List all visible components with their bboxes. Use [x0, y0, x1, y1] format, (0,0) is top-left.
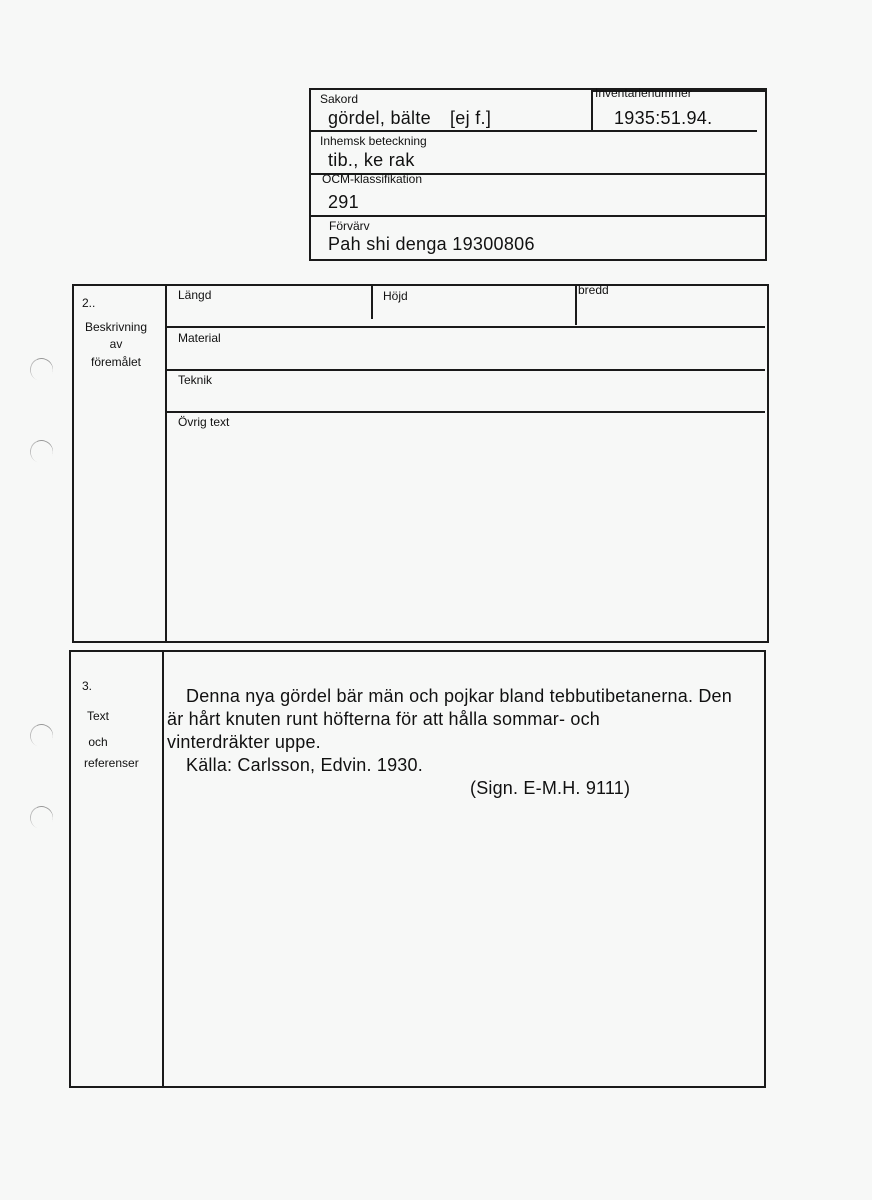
section2-number: 2.. — [82, 296, 96, 310]
side-line: och — [88, 735, 108, 749]
side-line: Beskrivning — [84, 320, 148, 334]
row-rule — [309, 130, 757, 132]
inventarienummer-label: Inventarienummer — [595, 86, 692, 100]
bredd-divider — [575, 286, 577, 325]
material-label: Material — [178, 331, 221, 345]
section2-side-heading — [72, 319, 160, 371]
hojd-label: Höjd — [383, 289, 408, 303]
sakord-note: [ej f.] — [450, 108, 492, 128]
row-rule — [165, 326, 765, 328]
section3-number: 3. — [82, 679, 93, 693]
row-rule — [165, 369, 765, 371]
text-side-divider — [162, 650, 164, 1088]
punch-hole — [27, 355, 56, 384]
ocm-label: OCM-klassifikation — [322, 172, 423, 186]
forvarv-label: Förvärv — [329, 219, 370, 233]
punch-hole — [27, 721, 56, 750]
inhemsk-value: tib., ke rak — [328, 150, 415, 170]
side-line: föremålet — [90, 354, 142, 369]
side-line: av — [109, 337, 123, 352]
signature: (Sign. E-M.H. 9111) — [470, 778, 631, 798]
punch-hole — [27, 437, 56, 466]
teknik-label: Teknik — [178, 373, 213, 387]
punch-hole — [27, 803, 56, 832]
bredd-label: bredd — [578, 283, 609, 297]
side-line: referenser — [84, 756, 139, 770]
description-line: Denna nya gördel bär män och pojkar bland tebbutibetanerna. Den — [186, 686, 732, 706]
sakord-label: Sakord — [320, 92, 359, 106]
forvarv-value: Pah shi denga 19300806 — [328, 234, 535, 254]
row-rule — [309, 215, 767, 217]
side-line: Text — [86, 709, 109, 723]
row-rule — [165, 411, 765, 413]
source-line: Källa: Carlsson, Edvin. 1930. — [186, 755, 423, 775]
ocm-value: 291 — [328, 192, 359, 212]
langd-label: Längd — [178, 288, 212, 302]
ovrig-text-label: Övrig text — [178, 415, 230, 429]
sakord-value: gördel, bälte — [328, 108, 431, 128]
inventarienummer-value: 1935:51.94. — [614, 108, 713, 128]
description-line: är hårt knuten runt höfterna för att hålla sommar- och — [167, 709, 601, 729]
description-line: vinterdräkter uppe. — [167, 732, 321, 752]
inhemsk-label: Inhemsk beteckning — [320, 134, 427, 148]
description-box — [72, 284, 769, 643]
section3-side-heading — [70, 703, 126, 755]
description-side-divider — [165, 284, 167, 643]
hojd-divider — [371, 286, 373, 319]
inventory-divider — [591, 88, 593, 130]
